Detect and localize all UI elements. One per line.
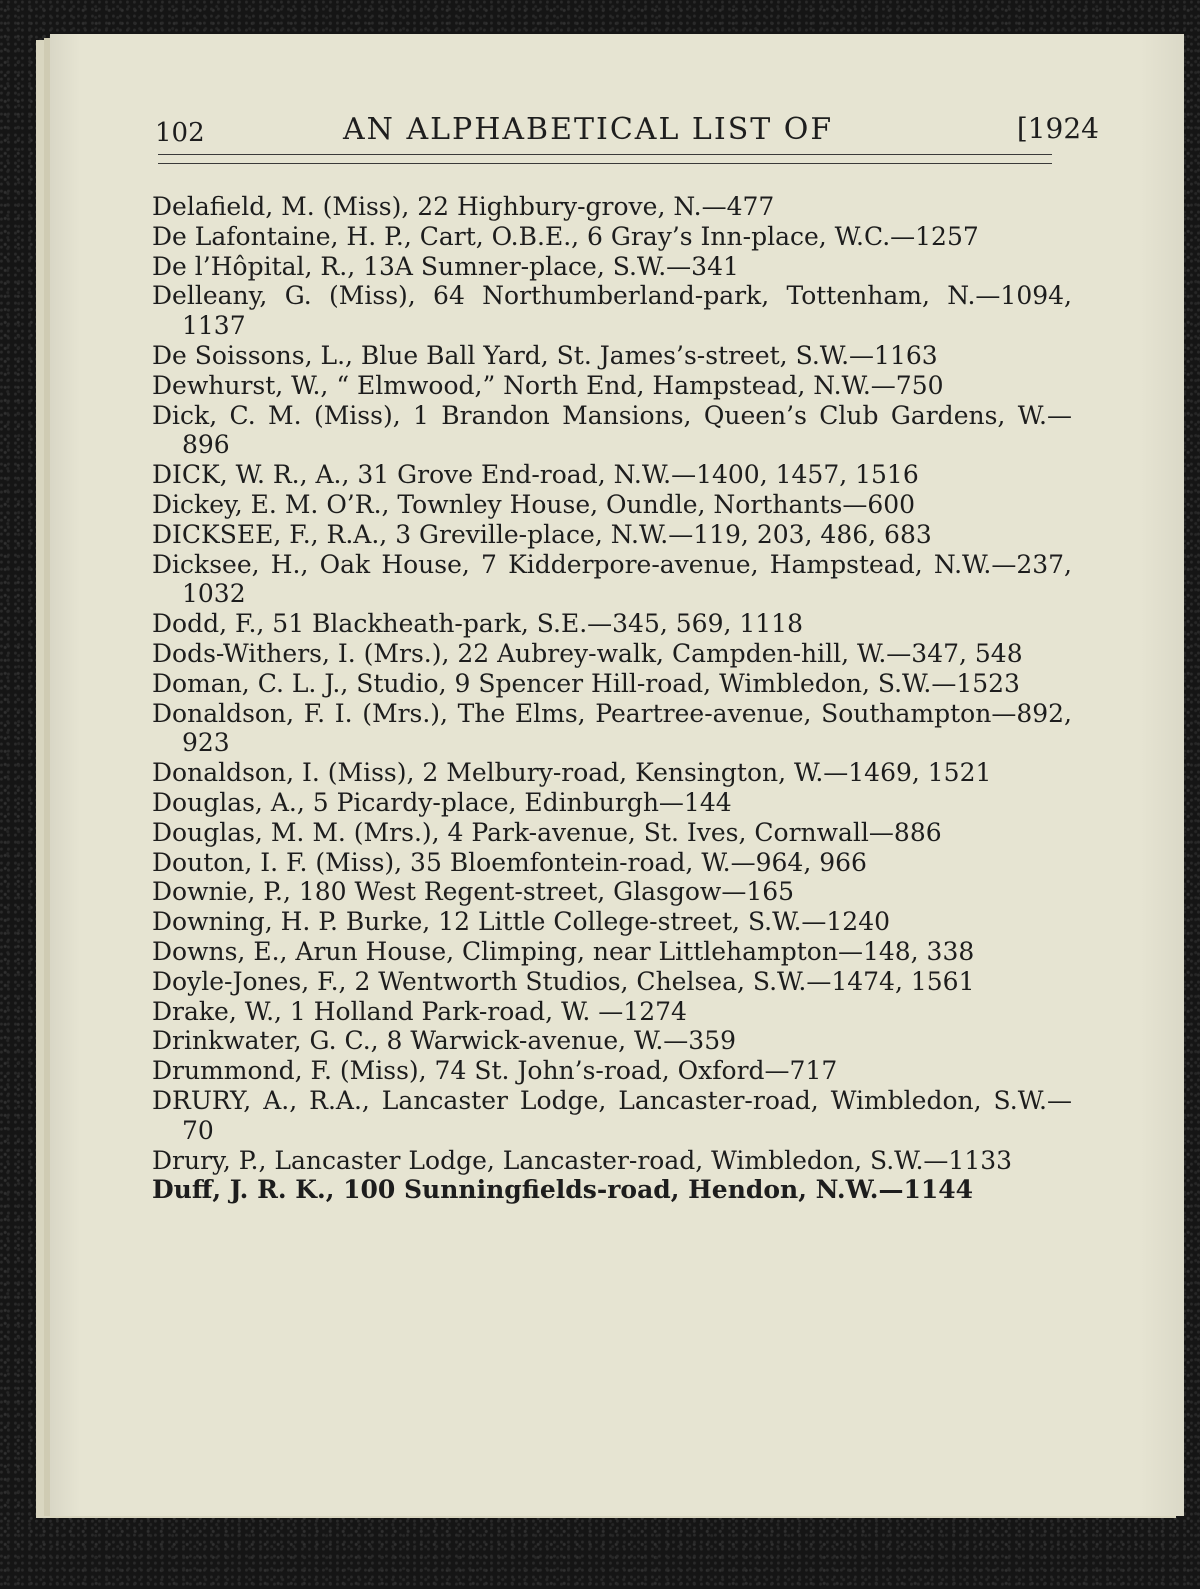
list-item: [152, 967, 1072, 997]
list-item: [152, 788, 1072, 818]
entry-text: Downing, H. P. Burke, 12 Little College-street, S.W.—1240: [152, 907, 891, 937]
entry-text: Dodd, F., 51 Blackheath-park, S.E.—345, 569, 1118: [152, 609, 803, 639]
entry-text: Dick, C. M. (Miss), 1 Brandon Mansions, Queen’s Club Gardens, W.—896: [152, 400, 1072, 460]
list-item: [152, 281, 1072, 341]
list-item: [152, 401, 1072, 461]
list-item: [152, 550, 1072, 610]
list-item: [152, 818, 1072, 848]
entry-text: Dewhurst, W., “ Elmwood,” North End, Hampstead, N.W.—750: [152, 370, 944, 400]
entry-text: Douglas, M. M. (Mrs.), 4 Park-avenue, St. Ives, Cornwall—886: [152, 817, 942, 847]
list-item: [152, 252, 1072, 282]
directory-entries: [152, 192, 1072, 1205]
list-item: [152, 341, 1072, 371]
list-item: [152, 669, 1072, 699]
list-item: [152, 1086, 1072, 1146]
list-item: [152, 639, 1072, 669]
list-item: [152, 460, 1072, 490]
entry-text: DICKSEE, F., R.A., 3 Greville-place, N.W.—119, 203, 486, 683: [152, 519, 932, 549]
list-item: [152, 1175, 1072, 1205]
entry-text: Duff, J. R. K., 100 Sunningfields-road, Hendon, N.W.—1144: [152, 1175, 974, 1205]
entry-text: Douglas, A., 5 Picardy-place, Edinburgh—144: [152, 787, 732, 817]
list-item: [152, 758, 1072, 788]
header-double-rule: [158, 154, 1052, 164]
list-item: [152, 371, 1072, 401]
list-item: [152, 937, 1072, 967]
entry-text: Drummond, F. (Miss), 74 St. John’s-road, Oxford—717: [152, 1056, 838, 1086]
entry-text: Drake, W., 1 Holland Park-road, W. —1274: [152, 996, 687, 1026]
entry-text: De l’Hôpital, R., 13A Sumner-place, S.W.—341: [152, 251, 739, 281]
list-item: [152, 907, 1072, 937]
entry-text: Drinkwater, G. C., 8 Warwick-avenue, W.—359: [152, 1026, 737, 1056]
list-item: [152, 848, 1072, 878]
list-item: [152, 1056, 1072, 1086]
list-item: [152, 877, 1072, 907]
entry-text: DRURY, A., R.A., Lancaster Lodge, Lancaster-road, Wimbledon, S.W.—70: [152, 1085, 1072, 1145]
page-number: 102: [155, 118, 205, 148]
list-item: [152, 997, 1072, 1027]
entry-text: DICK, W. R., A., 31 Grove End-road, N.W.—1400, 1457, 1516: [152, 460, 919, 490]
list-item: [152, 490, 1072, 520]
entry-text: De Lafontaine, H. P., Cart, O.B.E., 6 Gray’s Inn-place, W.C.—1257: [152, 221, 979, 251]
list-item: [152, 1026, 1072, 1056]
entry-text: Doman, C. L. J., Studio, 9 Spencer Hill-road, Wimbledon, S.W.—1523: [152, 668, 1020, 698]
entry-text: Delleany, G. (Miss), 64 Northumberland-park, Tottenham, N.—1094, 1137: [152, 281, 1072, 341]
entry-text: Donaldson, I. (Miss), 2 Melbury-road, Kensington, W.—1469, 1521: [152, 758, 992, 788]
entry-text: Doyle-Jones, F., 2 Wentworth Studios, Chelsea, S.W.—1474, 1561: [152, 966, 975, 996]
list-item: [152, 520, 1072, 550]
list-item: [152, 222, 1072, 252]
entry-text: Donaldson, F. I. (Mrs.), The Elms, Peartree-avenue, Southampton—892, 923: [152, 698, 1072, 758]
entry-text: De Soissons, L., Blue Ball Yard, St. James’s-street, S.W.—1163: [152, 340, 938, 370]
list-item: [152, 609, 1072, 639]
entry-text: Dickey, E. M. O’R., Townley House, Oundle, Northants—600: [152, 489, 916, 519]
entry-text: Downs, E., Arun House, Climping, near Littlehampton—148, 338: [152, 936, 975, 966]
entry-text: Douton, I. F. (Miss), 35 Bloemfontein-road, W.—964, 966: [152, 847, 867, 877]
running-title: AN ALPHABETICAL LIST OF: [343, 112, 834, 147]
list-item: [152, 699, 1072, 759]
entry-text: Downie, P., 180 West Regent-street, Glasgow—165: [152, 877, 795, 907]
entry-text: Delafield, M. (Miss), 22 Highbury-grove, N.—477: [152, 192, 775, 221]
list-item: [152, 192, 1072, 222]
list-item: [152, 1146, 1072, 1176]
entry-text: Dods-Withers, I. (Mrs.), 22 Aubrey-walk, Campden-hill, W.—347, 548: [152, 638, 1023, 668]
year-label: [1924: [1016, 112, 1099, 145]
page-header: [155, 112, 1105, 152]
entry-text: Dicksee, H., Oak House, 7 Kidderpore-avenue, Hampstead, N.W.—237, 1032: [152, 549, 1072, 609]
entry-text: Drury, P., Lancaster Lodge, Lancaster-road, Wimbledon, S.W.—1133: [152, 1145, 1013, 1175]
